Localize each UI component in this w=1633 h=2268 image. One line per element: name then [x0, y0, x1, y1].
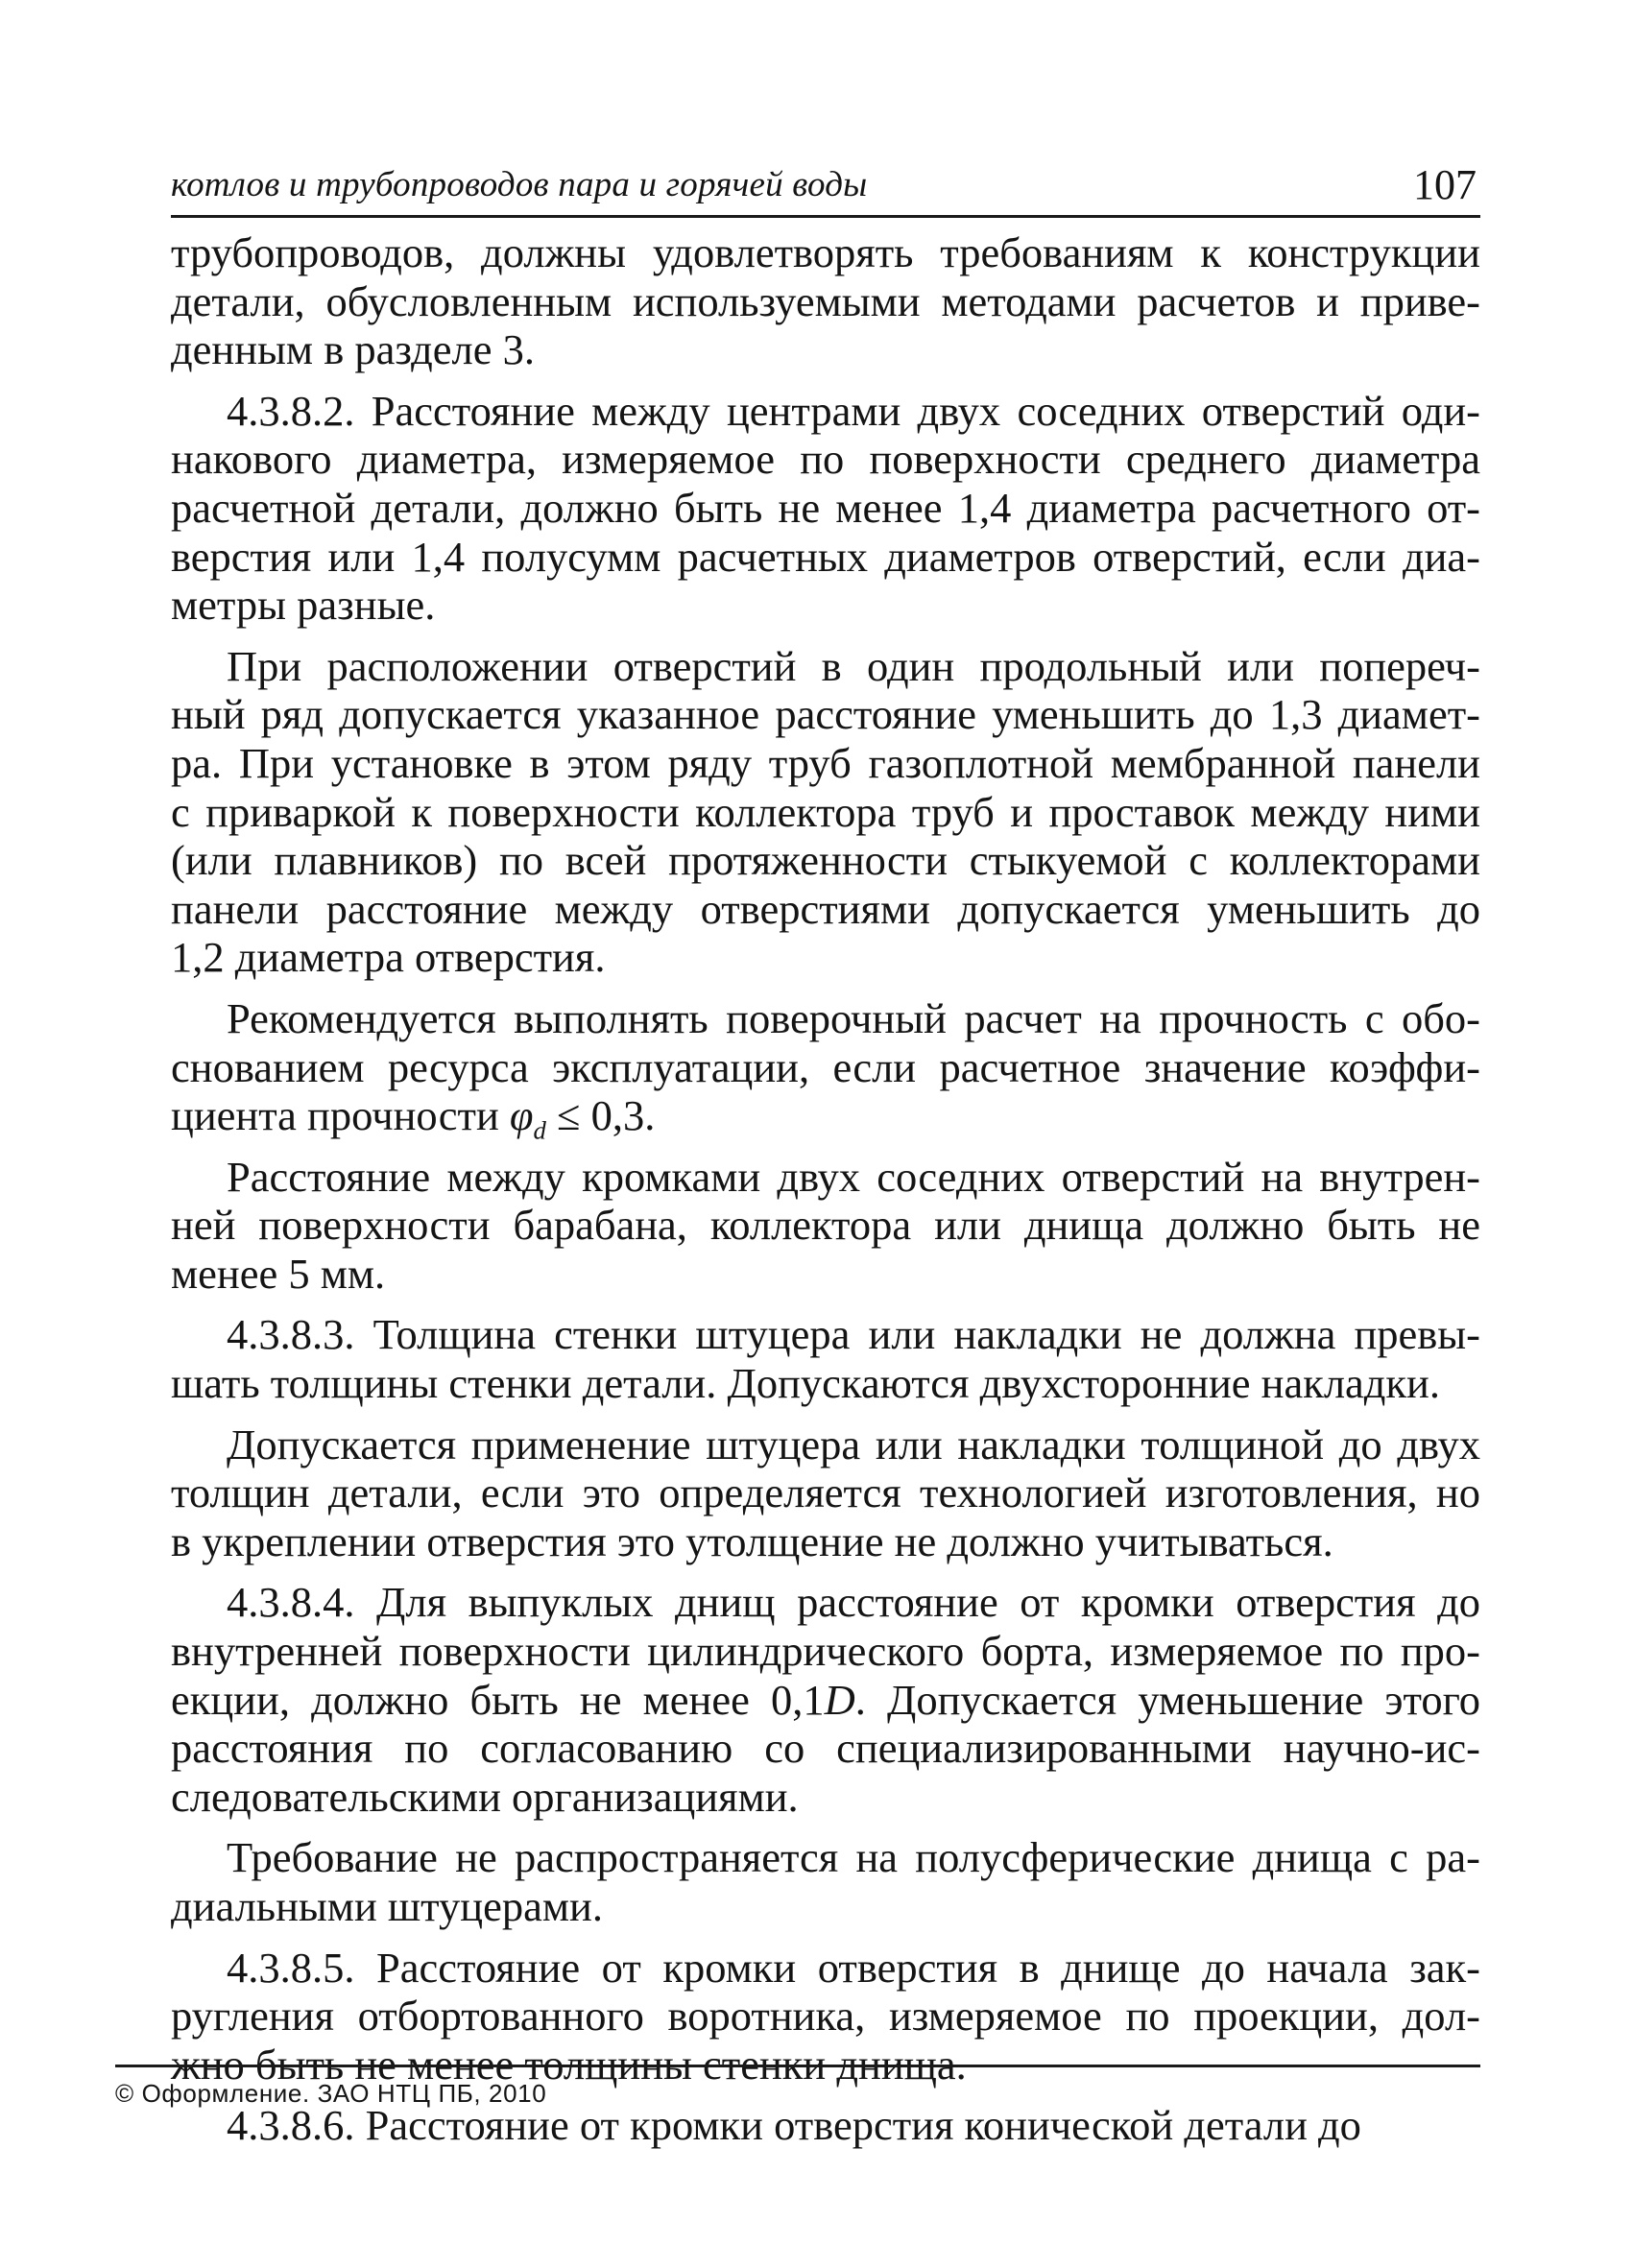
text-line: (или плавников) по всей протяженности стыкуемой с коллекторами [171, 836, 1480, 885]
paragraph-p-row-arrangement [171, 642, 1480, 982]
paragraph-gap [171, 630, 1480, 642]
text-line: верстия или 1,4 полусумм расчетных диаметров отверстий, если диа- [171, 532, 1480, 581]
text-line: метры разные. [171, 581, 436, 630]
text-line: накового диаметра, измеряемое по поверхности среднего диаметра [171, 435, 1480, 484]
text-line: ругления отбортованного воротника, измеряемое по проекции, дол- [171, 1992, 1480, 2041]
text-line: 1,2 диаметра отверстия. [171, 933, 606, 982]
paragraph-gap [171, 1408, 1480, 1420]
formula-text-before: циента прочности [171, 1091, 510, 1140]
text-line: снованием ресурса эксплуатации, если расчетное значение коэффи- [171, 1042, 1480, 1091]
text-line: 4.3.8.5. Расстояние от кромки отверстия в днище до начала зак- [227, 1943, 1480, 1992]
copyright-notice: © Оформление. ЗАО НТЦ ПБ, 2010 [115, 2079, 547, 2108]
math-subscript: d [533, 1115, 546, 1145]
text-line: панели расстояние между отверстиями допускается уменьшить до [171, 884, 1480, 933]
text-line: Рекомендуется выполнять поверочный расчет на прочность с обо- [227, 993, 1480, 1042]
text-line: Допускается применение штуцера или накладки толщиной до двух [227, 1420, 1480, 1468]
text-line: с приваркой к поверхности коллектора труб и проставок между ними [171, 787, 1480, 836]
text-line: ный ряд допускается указанное расстояние уменьшить до 1,3 диамет- [171, 690, 1480, 739]
page-number: 107 [1413, 161, 1477, 208]
formula-text-before: екции, должно быть не менее 0,1 [171, 1675, 825, 1724]
text-line: 4.3.8.3. Толщина стенки штуцера или накладки не должна превы- [227, 1310, 1480, 1359]
text-line [171, 1676, 1480, 1725]
text-line: менее 5 мм. [171, 1249, 386, 1298]
paragraph-gap [171, 1821, 1480, 1833]
text-line: детали, обусловленным используемыми методами расчетов и приве- [171, 276, 1480, 325]
text-line: следовательскими организациями. [171, 1772, 799, 1821]
text-line: шать толщины стенки детали. Допускаются двухсторонние накладки. [171, 1359, 1440, 1408]
paragraph-p-4-3-8-4 [171, 1578, 1480, 1821]
math-symbol: φ [509, 1091, 534, 1140]
paragraph-p-recommended [171, 993, 1480, 1145]
text-line: ра. При установке в этом ряду труб газоплотной мембранной панели [171, 738, 1480, 787]
text-line: толщин детали, если это определяется технологией изготовления, но [171, 1468, 1480, 1517]
text-line: ней поверхности барабана, коллектора или днища должно быть не [171, 1201, 1480, 1250]
text-line: внутренней поверхности цилиндрического борта, измеряемое по про- [171, 1627, 1480, 1676]
text-line: При расположении отверстий в один продольный или попереч- [227, 641, 1480, 690]
text-line: 4.3.8.4. Для выпуклых днищ расстояние от кромки отверстия до [227, 1578, 1480, 1627]
text-line: жно быть не менее толщины стенки днища. [171, 2040, 967, 2089]
text-line: денным в разделе 3. [171, 325, 535, 374]
text-line [171, 1091, 1480, 1145]
paragraph-gap [171, 1931, 1480, 1944]
body-text [171, 228, 1480, 2150]
text-line: расчетной детали, должно быть не менее 1,4 диаметра расчетного от- [171, 483, 1480, 532]
paragraph-gap [171, 1140, 1480, 1153]
text-line: диальными штуцерами. [171, 1882, 603, 1930]
paragraph-p-allowed-thickness [171, 1420, 1480, 1566]
paragraph-gap [171, 1565, 1480, 1578]
paragraph-gap [171, 982, 1480, 994]
text-line: трубопроводов, должны удовлетворять требованиям к конструкции [171, 228, 1480, 276]
text-line: в укреплении отверстия это утолщение не должно учитываться. [171, 1516, 1333, 1565]
math-symbol: D [824, 1675, 855, 1724]
paragraph-gap [171, 374, 1480, 387]
text-line: Требование не распространяется на полусферические днища с ра- [227, 1833, 1480, 1882]
text-line: Расстояние между кромками двух соседних отверстий на внутрен- [227, 1152, 1480, 1201]
formula-text-after: ≤ 0,3. [545, 1091, 656, 1140]
paragraph-p-4-3-8-2 [171, 387, 1480, 630]
footer-rule [115, 2065, 1480, 2067]
paragraph-p-hemispherical [171, 1833, 1480, 1930]
text-line: расстояния по согласованию со специализированными научно-ис- [171, 1724, 1480, 1773]
paragraph-gap [171, 1298, 1480, 1310]
text-line: 4.3.8.6. Расстояние от кромки отверстия конической детали до [227, 2101, 1361, 2150]
paragraph-p-continuation [171, 228, 1480, 374]
paragraph-p-4-3-8-3 [171, 1310, 1480, 1407]
running-header [171, 155, 1480, 218]
paragraph-p-edges [171, 1153, 1480, 1299]
running-title: котлов и трубопроводов пара и горячей воды [171, 165, 868, 204]
formula-text-after: . Допускается уменьшение этого [854, 1675, 1480, 1724]
text-line: 4.3.8.2. Расстояние между центрами двух соседних отверстий оди- [227, 386, 1480, 435]
